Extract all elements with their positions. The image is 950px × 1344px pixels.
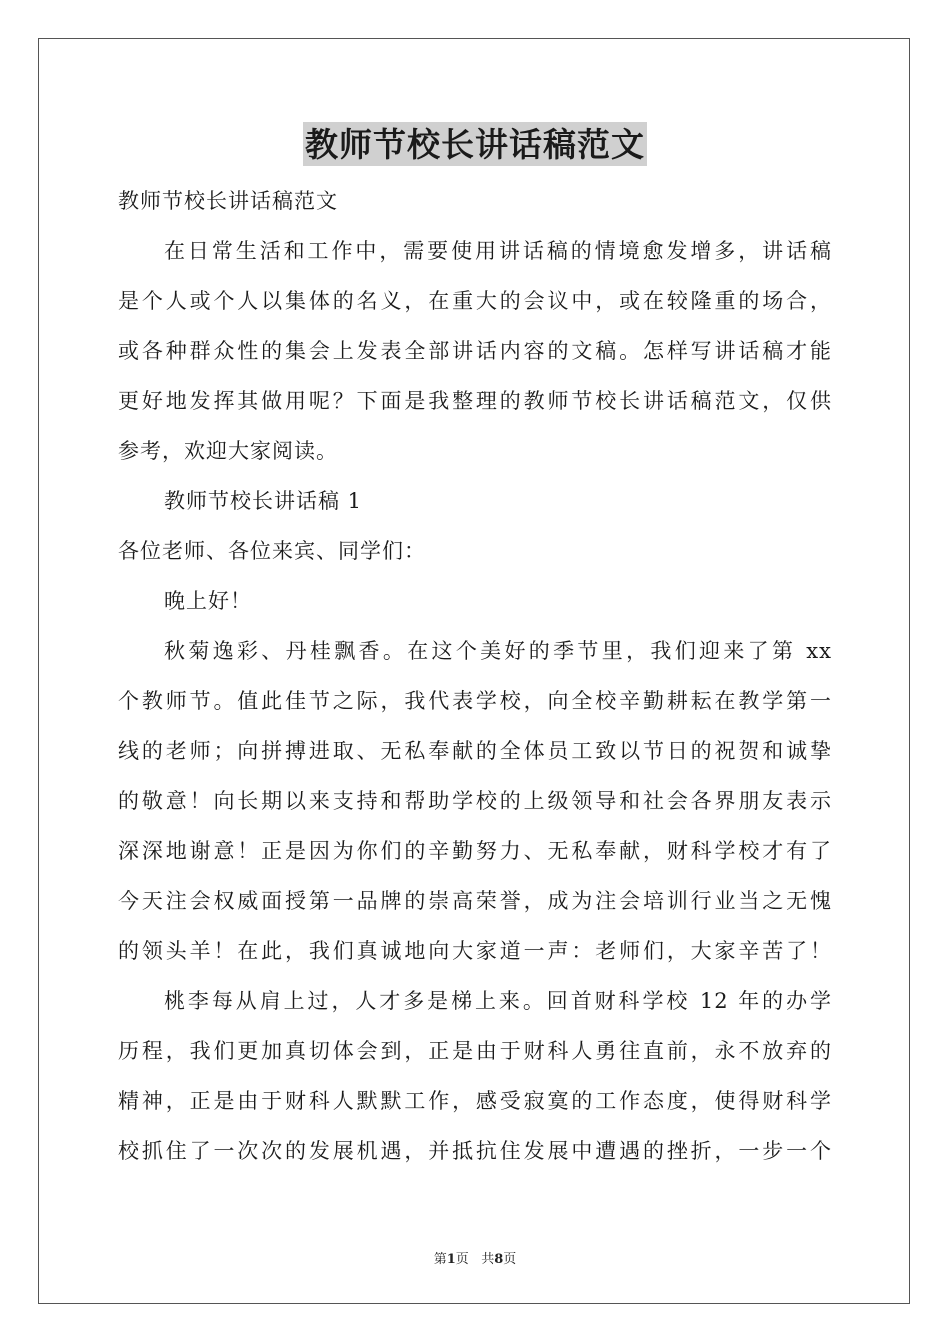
text-line: 秋菊逸彩、丹桂飘香。在这个美好的季节里，我们迎来了第 xx <box>164 639 832 663</box>
text-line: 校抓住了一次次的发展机遇，并抵抗住发展中遭遇的挫折，一步一个 <box>118 1139 832 1163</box>
text-line: 是个人或个人以集体的名义，在重大的会议中，或在较隆重的场合， <box>118 289 832 313</box>
text-line: 个教师节。值此佳节之际，我代表学校，向全校辛勤耕耘在教学第一 <box>118 689 832 713</box>
text-line: 或各种群众性的集会上发表全部讲话内容的文稿。怎样写讲话稿才能 <box>118 339 832 363</box>
text-line: 教师节校长讲话稿 1 <box>164 489 363 513</box>
text-line: 桃李每从肩上过，人才多是梯上来。回首财科学校 12 年的办学 <box>164 989 832 1013</box>
text-line: 今天注会权威面授第一品牌的崇高荣誉，成为注会培训行业当之无愧 <box>118 889 832 913</box>
page-suffix: 页 <box>455 1252 469 1267</box>
text-line: 深深地谢意！正是因为你们的辛勤努力、无私奉献，财科学校才有了 <box>118 839 832 863</box>
text-line: 在日常生活和工作中，需要使用讲话稿的情境愈发增多，讲话稿 <box>164 239 832 263</box>
text-line: 各位老师、各位来宾、同学们： <box>118 539 426 563</box>
text-line: 的领头羊！在此，我们真诚地向大家道一声：老师们，大家辛苦了！ <box>118 939 832 963</box>
document-title-block <box>0 122 950 166</box>
text-line: 教师节校长讲话稿范文 <box>118 189 338 213</box>
text-line: 更好地发挥其做用呢？下面是我整理的教师节校长讲话稿范文，仅供 <box>118 389 832 413</box>
text-line: 历程，我们更加真切体会到，正是由于财科人勇往直前，永不放弃的 <box>118 1039 832 1063</box>
page-prefix: 第 <box>433 1252 447 1267</box>
text-line: 精神，正是由于财科人默默工作，感受寂寞的工作态度，使得财科学 <box>118 1089 832 1113</box>
text-line: 线的老师；向拼搏进取、无私奉献的全体员工致以节日的祝贺和诚挚 <box>118 739 832 763</box>
text-line: 的敬意！向长期以来支持和帮助学校的上级领导和社会各界朋友表示 <box>118 789 832 813</box>
text-line: 晚上好！ <box>164 589 252 613</box>
page-number: 1 <box>446 1252 456 1267</box>
total-suffix: 页 <box>503 1252 517 1267</box>
document-title: 教师节校长讲话稿范文 <box>303 122 647 166</box>
total-prefix: 共 <box>481 1252 495 1267</box>
total-pages: 8 <box>494 1252 504 1267</box>
text-line: 参考，欢迎大家阅读。 <box>118 439 338 463</box>
document-body <box>118 176 832 1176</box>
page-footer <box>0 1248 950 1267</box>
